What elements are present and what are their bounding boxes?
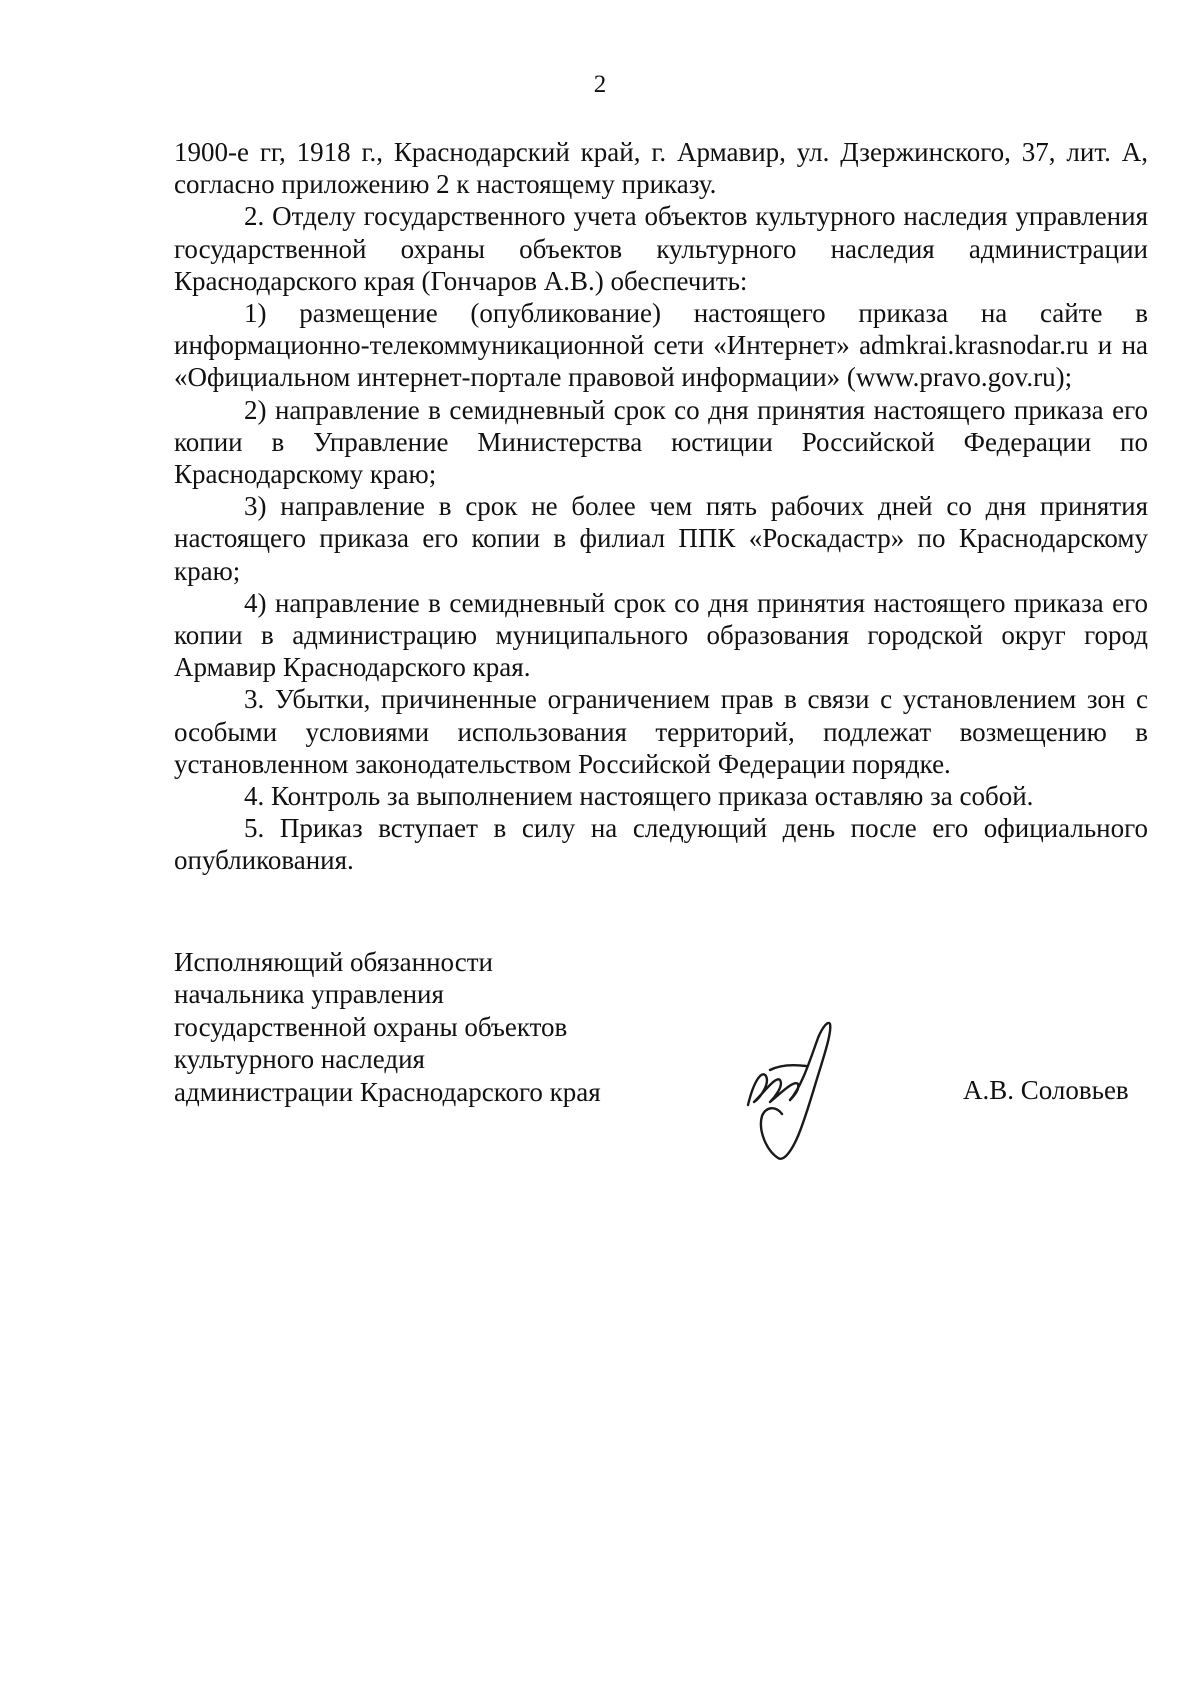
paragraph-item-2: 2. Отделу государственного учета объектов культурного наследия управления государственной охраны объектов культурного наследия администрации Краснодарского края (Гончаров А.В.) обеспечить: (174, 201, 1148, 296)
paragraph-subitem-2: 2) направление в семидневный срок со дня принятия настоящего приказа его копии в Управление Министерства юстиции Российской Федерации по Краснодарскому краю; (174, 394, 1148, 490)
paragraph-continuation: 1900-е гг, 1918 г., Краснодарский край, г. Армавир, ул. Дзержинского, 37, лит. А, согласно приложению 2 к настоящему приказу. (174, 137, 1148, 200)
signatory-title-line: государственной охраны объектов (174, 1011, 568, 1042)
signatory-title-line: культурного наследия (174, 1044, 425, 1075)
paragraph-subitem-4: 4) направление в семидневный срок со дня принятия настоящего приказа его копии в администрацию муниципального образования городской округ город Армавир Краснодарского края. (174, 587, 1148, 683)
signatory-title-line: начальника управления (174, 979, 444, 1010)
document-body (174, 136, 1148, 877)
signatory-title (174, 946, 694, 1108)
paragraph-item-4: 4. Контроль за выполнением настоящего приказа оставляю за собой. (244, 781, 1034, 812)
signatory-title-line: Исполняющий обязанности (174, 947, 493, 977)
paragraph-subitem-1: 1) размещение (опубликование) настоящего приказа на сайте в информационно-телекоммуникационной сети «Интернет» admkrai.krasnodar.ru и на «Официальном интернет-портале правовой информации» (www.pravo.gov.ru); (174, 298, 1148, 393)
paragraph-subitem-3: 3) направление в срок не более чем пять рабочих дней со дня принятия настоящего приказа его копии в филиал ППК «Роскадастр» по Краснодарскому краю; (174, 491, 1148, 586)
paragraph-item-3: 3. Убытки, причиненные ограничением прав в связи с установлением зон с особыми условиями использования территорий, подлежат возмещению в установленном законодательством Российской Федерации порядке. (174, 684, 1148, 779)
page-number: 2 (593, 71, 607, 98)
signatory-name: А.В. Соловьев (963, 1075, 1129, 1105)
paragraph-item-5: 5. Приказ вступает в силу на следующий день после его официального опубликования. (174, 813, 1148, 876)
signatory-title-line: администрации Краснодарского края (174, 1076, 601, 1107)
handwritten-signature (740, 1010, 850, 1170)
